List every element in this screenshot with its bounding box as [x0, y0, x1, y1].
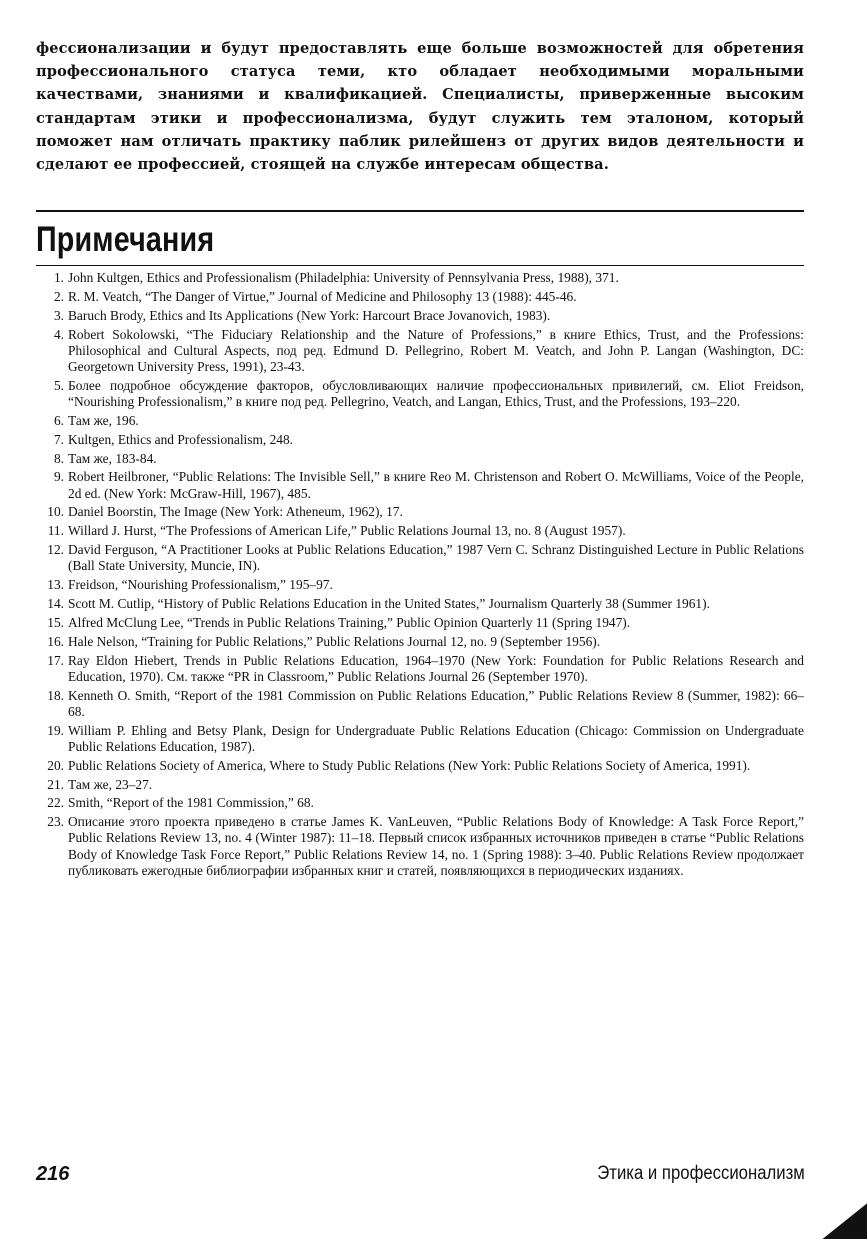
note-text: Там же, 23–27.	[68, 776, 153, 792]
note-number: 21 .	[36, 777, 64, 793]
note-item	[36, 327, 804, 375]
note-item	[36, 451, 804, 467]
note-item	[36, 814, 804, 878]
note-text: Daniel Boorstin, The Image (New York: Atheneum, 1962), 17.	[68, 504, 403, 520]
note-text: Ray Eldon Hiebert, Trends in Public Relations Education, 1964–1970 (New York: Foundation for Public Relations Research and Education, 1970). См. также “PR in Classroom,” Public Relations Journal 26 (September 1970).	[68, 652, 804, 684]
note-number: 1 .	[36, 270, 64, 286]
note-item	[36, 596, 804, 612]
note-item	[36, 523, 804, 539]
note-number: 7 .	[36, 432, 64, 448]
section-heading: Примечания	[36, 220, 215, 259]
note-text: Hale Nelson, “Training for Public Relations,” Public Relations Journal 12, no. 9 (September 1956).	[68, 633, 601, 649]
note-text: Robert Heilbroner, “Public Relations: The Invisible Sell,” в книге Reo M. Christenson and Robert O. McWilliams, Voice of the People, 2d ed. (New York: McGraw-Hill, 1967), 485.	[68, 469, 804, 501]
page-corner-mark	[817, 1199, 867, 1239]
section-top-rule	[36, 210, 804, 212]
note-item	[36, 634, 804, 650]
note-item	[36, 308, 804, 324]
note-text: Freidson, “Nourishing Professionalism,” 195–97.	[68, 577, 333, 593]
note-number: 19 .	[36, 723, 64, 739]
note-number: 17 .	[36, 653, 64, 669]
note-text: John Kultgen, Ethics and Professionalism (Philadelphia: University of Pennsylvania Press, 1988), 371.	[68, 270, 619, 285]
section-bottom-rule	[36, 265, 804, 266]
note-item	[36, 615, 804, 631]
note-text: Public Relations Society of America, Where to Study Public Relations (New York: Public Relations Society of America, 1991).	[68, 757, 751, 773]
note-item	[36, 653, 804, 685]
note-item	[36, 469, 804, 501]
note-item	[36, 542, 804, 574]
note-number: 20 .	[36, 758, 64, 774]
note-number: 10 .	[36, 504, 64, 520]
note-number: 3 .	[36, 308, 64, 324]
note-item	[36, 688, 804, 720]
page-number: 216	[36, 1163, 70, 1185]
note-text: Smith, “Report of the 1981 Commission,” 68.	[68, 795, 314, 811]
note-text: Baruch Brody, Ethics and Its Applications (New York: Harcourt Brace Jovanovich, 1983).	[68, 307, 551, 323]
note-number: 11 .	[36, 523, 64, 539]
note-text: Более подробное обсуждение факторов, обусловливающих наличие профессиональных привилегий, см. Eliot Freidson, “Nourishing Professionalism,” в книге под ред. Pellegrino, Veatch, and Langan, Ethics, Trust, and the Professions, 193–220.	[68, 377, 804, 409]
note-item	[36, 289, 804, 305]
note-text: Scott M. Cutlip, “History of Public Relations Education in the United States,” Journalism Quarterly 38 (Summer 1961).	[68, 596, 710, 612]
note-text: William P. Ehling and Betsy Plank, Design for Undergraduate Public Relations Education (Chicago: Commission on Undergraduate Public Relations Education, 1987).	[68, 722, 804, 754]
notes-list	[36, 270, 804, 882]
note-text: Описание этого проекта приведено в статье James K. VanLeuven, “Public Relations Body of Knowledge: A Task Force Report,” Public Relations Review 13, no. 4 (Winter 1987): 11–18. Первый список избранных источников приведен в статье “Public Relations Body of Knowledge Task Force Report,” Public Relations Review 14, no. 1 (Spring 1988): 3–40. Public Relations Review продолжает публиковать ежегодные библиографии избранных книг и статей, появляющихся в периодических изданиях.	[68, 814, 804, 878]
note-item	[36, 378, 804, 410]
note-text: Там же, 196.	[68, 412, 139, 428]
running-title: Этика и профессионализм	[597, 1163, 805, 1184]
note-number: 2 .	[36, 289, 64, 305]
note-item	[36, 413, 804, 429]
note-text: Willard J. Hurst, “The Professions of American Life,” Public Relations Journal 13, no. 8 (August 1957).	[68, 523, 626, 539]
note-number: 15 .	[36, 615, 64, 631]
note-number: 12 .	[36, 542, 64, 558]
note-number: 13 .	[36, 577, 64, 593]
note-text: David Ferguson, “A Practitioner Looks at Public Relations Education,” 1987 Vern C. Schranz Distinguished Lecture in Public Relations (Ball State University, Muncie, IN).	[68, 542, 804, 574]
note-item	[36, 723, 804, 755]
note-item	[36, 270, 804, 286]
note-number: 23 .	[36, 814, 64, 830]
note-number: 8 .	[36, 451, 64, 467]
note-number: 16 .	[36, 634, 64, 650]
note-text: R. M. Veatch, “The Danger of Virtue,” Journal of Medicine and Philosophy 13 (1988): 445-46.	[68, 288, 577, 304]
note-number: 22 .	[36, 795, 64, 811]
note-text: Alfred McClung Lee, “Trends in Public Relations Training,” Public Opinion Quarterly 11 (Spring 1947).	[68, 614, 631, 630]
note-text: Kenneth O. Smith, “Report of the 1981 Commission on Public Relations Education,” Public Relations Review 8 (Summer, 1982): 66–68.	[68, 687, 804, 719]
note-number: 18 .	[36, 688, 64, 704]
note-number: 4 .	[36, 327, 64, 343]
note-item	[36, 777, 804, 793]
note-number: 5 .	[36, 378, 64, 394]
note-number: 14 .	[36, 596, 64, 612]
note-text: Там же, 183-84.	[68, 450, 157, 466]
note-item	[36, 577, 804, 593]
note-number: 6 .	[36, 413, 64, 429]
note-text: Robert Sokolowski, “The Fiduciary Relationship and the Nature of Professions,” в книге Ethics, Trust, and the Professions: Philosophical and Cultural Aspects, под ред. Edmund D. Pellegrino, Robert M. Veatch, and John P. Langan (Washington, DC: Georgetown University Press, 1991), 23-43.	[68, 326, 804, 374]
note-item	[36, 795, 804, 811]
note-number: 9 .	[36, 469, 64, 485]
intro-paragraph: фессионализации и будут предоставлять еще больше возможностей для обретения профессионального статуса теми, кто обладает необходимыми моральными качествами, знаниями и квалификацией. Специалисты, приверженные высоким стандартам этики и профессионализма, будут служить тем эталоном, который поможет нам отличать практику паблик рилейшенз от других видов деятельности и сделают ее профессией, стоящей на службе интересам общества.	[36, 40, 804, 174]
note-item	[36, 504, 804, 520]
note-item	[36, 758, 804, 774]
note-item	[36, 432, 804, 448]
note-text: Kultgen, Ethics and Professionalism, 248.	[68, 431, 294, 447]
